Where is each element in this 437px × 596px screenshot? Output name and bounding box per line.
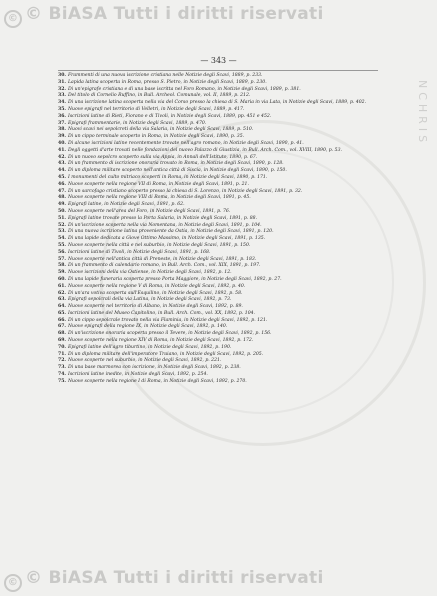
entry-text: Di una nuova iscrizione latina proveniente da Ostia, in Notizie degli Scavi, 1891, p. 120. (68, 229, 274, 235)
entry-number: 58. (58, 263, 66, 269)
entry-text: Di un diploma militare scoperto nell'antica città di Siscia, in Notizie degli Scavi, 1890, p. 150. (68, 168, 287, 174)
watermark-bottom: © © BiASA Tutti i diritti riservati (4, 568, 324, 592)
bibliography-entry (58, 372, 388, 378)
entry-text: Lapida latina scoperta in Roma, presso S. Pietro, in Notizie degli Scavi, 1889, p. 230. (68, 79, 267, 85)
bibliography-entry (58, 216, 388, 222)
bibliography-entry (58, 270, 388, 276)
entry-number: 73. (58, 365, 66, 371)
bibliography-list (58, 73, 388, 386)
entry-number: 34. (58, 100, 66, 106)
entry-number: 37. (58, 120, 66, 126)
bibliography-entry (58, 324, 388, 330)
bibliography-entry (58, 318, 388, 324)
entry-text: Epigrafi latine trovate presso la Porta Salaria, in Notizie degli Scavi, 1891, p. 88. (68, 215, 258, 221)
entry-text: Di un'epigrafe cristiana e di una base iscritta nel Foro Romano, in Notizie degli Scavi, 1889, p. 381. (68, 86, 301, 92)
bibliography-entry (58, 223, 388, 229)
entry-number: 56. (58, 249, 66, 255)
bibliography-entry (58, 236, 388, 242)
entry-number: 69. (58, 338, 66, 344)
entry-text: Iscrizioni latine inedite, in Notizie degli Scavi, 1892, p. 254. (68, 372, 208, 378)
entry-text: I monumenti del culto mitriaco scoperti in Roma, in Notizie degli Scavi, 1890, p. 171. (68, 174, 268, 180)
bibliography-entry (58, 168, 388, 174)
bibliography-entry (58, 209, 388, 215)
entry-number: 71. (58, 351, 66, 357)
entry-number: 53. (58, 229, 66, 235)
entry-text: Di una lapide dedicata a Giove Ottimo Massimo, in Notizie degli Scavi, 1891, p. 135. (68, 236, 266, 242)
entry-text: Di alcune iscrizioni latine recentemente trovate nell'agro romano, in Notizie degli Scavi, 1890, p. 41. (68, 140, 304, 146)
entry-text: Nuove epigrafi nel territorio di Velletri, in Notizie degli Scavi, 1889, p. 417. (68, 106, 245, 112)
entry-text: Di un frammento di calendario romano, in Bull. Arch. Com., vol. XIX, 1891, p. 197. (68, 263, 261, 269)
entry-text: Epigrafi latine dell'agro tiburtino, in Notizie degli Scavi, 1892, p. 190. (68, 344, 232, 350)
entry-number: 59. (58, 270, 66, 276)
entry-number: 55. (58, 242, 66, 248)
entry-number: 32. (58, 86, 66, 92)
header-rule (58, 70, 378, 71)
bibliography-entry (58, 311, 388, 317)
bibliography-entry (58, 250, 388, 256)
bibliography-entry (58, 345, 388, 351)
bibliography-entry (58, 80, 388, 86)
bibliography-entry (58, 358, 388, 364)
entry-number: 51. (58, 215, 66, 221)
entry-number: 50. (58, 208, 66, 214)
entry-number: 72. (58, 358, 66, 364)
entry-number: 42. (58, 154, 66, 160)
entry-text: Di una iscrizione latina scoperta nella via del Corso presso la chiesa di S. Maria in via Lata, in Notizie degli Scavi, 1889, p. 402. (68, 100, 367, 106)
bibliography-entry (58, 175, 388, 181)
entry-number: 41. (58, 147, 66, 153)
bibliography-entry (58, 148, 388, 154)
entry-number: 38. (58, 127, 66, 133)
bibliography-entry (58, 189, 388, 195)
entry-number: 68. (58, 331, 66, 337)
entry-text: Di un'ara votiva scoperta sull'Esquilino, in Notizie degli Scavi, 1892, p. 58. (68, 290, 243, 296)
entry-text: Nuove scoperte nell'antica città di Preneste, in Notizie degli Scavi, 1891, p. 183. (68, 256, 257, 262)
entry-text: Di un'iscrizione scoperta nella via Nomentana, in Notizie degli Scavi, 1891, p. 104. (68, 222, 262, 228)
entry-number: 75. (58, 378, 66, 384)
entry-text: Del titolo di Cornelio Ruffino, in Bull. Archeol. Comunale, vol. II, 1889, p. 212. (68, 93, 251, 99)
entry-number: 63. (58, 297, 66, 303)
entry-number: 30. (58, 73, 66, 78)
entry-number: 48. (58, 195, 66, 201)
entry-text: Nuovi scavi nei sepolcreti della via Salaria, in Notizie degli Scavi, 1889, p. 510. (68, 127, 254, 133)
bibliography-entry (58, 155, 388, 161)
bibliography-entry (58, 107, 388, 113)
entry-number: 74. (58, 372, 66, 378)
bibliography-entry (58, 338, 388, 344)
entry-number: 64. (58, 304, 66, 310)
entry-number: 61. (58, 283, 66, 289)
bibliography-entry (58, 134, 388, 140)
entry-number: 31. (58, 79, 66, 85)
bibliography-entry (58, 229, 388, 235)
entry-number: 33. (58, 93, 66, 99)
bibliography-entry (58, 297, 388, 303)
bibliography-entry (58, 257, 388, 263)
bibliography-entry (58, 141, 388, 147)
entry-number: 60. (58, 276, 66, 282)
bibliography-entry (58, 87, 388, 93)
entry-number: 66. (58, 317, 66, 323)
entry-number: 39. (58, 134, 66, 140)
entry-text: Epigrafi latine, in Notizie degli Scavi, 1891, p. 62. (68, 202, 185, 208)
entry-number: 67. (58, 324, 66, 330)
entry-text: Nuove scoperte nel territorio di Albano, in Notizie degli Scavi, 1892, p. 89. (68, 304, 243, 310)
entry-number: 57. (58, 256, 66, 262)
entry-text: Frammenti di una nuova iscrizione cristiana nelle Notizie degli Scavi, 1889, p. 233. (68, 73, 263, 78)
bibliography-entry (58, 195, 388, 201)
bibliography-entry (58, 277, 388, 283)
bibliography-entry (58, 93, 388, 99)
entry-text: Nuove scoperte nella città e nel suburbio, in Notizie degli Scavi, 1891, p. 150. (68, 242, 251, 248)
watermark-top: © © BiASA Tutti i diritti riservati (4, 4, 324, 28)
bibliography-entry (58, 243, 388, 249)
entry-text: Nuove scoperte nella regione I di Roma, in Notizie degli Scavi, 1892, p. 270. (68, 378, 247, 384)
entry-number: 46. (58, 181, 66, 187)
entry-number: 40. (58, 140, 66, 146)
entry-text: Nuove scoperte nel suburbio, in Notizie degli Scavi, 1892, p. 221. (68, 358, 222, 364)
bibliography-entry (58, 379, 388, 385)
entry-text: Epigrafi sepolcrali della via Latina, in Notizie degli Scavi, 1892, p. 73. (68, 297, 232, 303)
entry-number: 62. (58, 290, 66, 296)
entry-number: 49. (58, 202, 66, 208)
entry-text: Nuove iscrizioni della via Ostiense, in Notizie degli Scavi, 1892, p. 12. (68, 270, 232, 276)
entry-number: 47. (58, 188, 66, 194)
bibliography-entry (58, 352, 388, 358)
entry-number: 70. (58, 344, 66, 350)
bibliography-entry (58, 161, 388, 167)
entry-number: 54. (58, 236, 66, 242)
bibliography-entry (58, 331, 388, 337)
bibliography-entry (58, 73, 388, 79)
bibliography-entry (58, 114, 388, 120)
entry-text: Nuove scoperte nella regione VIII di Roma, in Notizie degli Scavi, 1891, p. 45. (68, 195, 251, 201)
entry-text: Di un cippo sepolcrale trovato nella via Flaminia, in Notizie degli Scavi, 1892, p. 121. (68, 317, 268, 323)
bibliography-entry (58, 127, 388, 133)
entry-text: Di un sarcofago cristiano scoperto presso la chiesa di S. Lorenzo, in Notizie degli Scavi, 1891, p. 32. (68, 188, 303, 194)
copyright-icon: © (4, 574, 22, 592)
bibliography-entry (58, 284, 388, 290)
entry-number: 35. (58, 106, 66, 112)
entry-text: Epigrafi frammentarie, in Notizie degli Scavi, 1889, p. 470. (68, 120, 207, 126)
entry-number: 43. (58, 161, 66, 167)
entry-text: Nuove scoperte nella regione VII di Roma, in Notizie degli Scavi, 1891, p. 21. (68, 181, 249, 187)
bibliography-entry (58, 100, 388, 106)
entry-text: Nuove scoperte nella regione XIV di Roma, in Notizie degli Scavi, 1892, p. 172. (68, 338, 254, 344)
bibliography-entry (58, 263, 388, 269)
entry-text: Di un nuovo sepolcro scoperto sulla via Appia, in Annali dell'Istituto, 1890, p. 67. (68, 154, 258, 160)
copyright-icon: © (4, 10, 22, 28)
entry-text: Iscrizioni latine del Museo Capitolino, in Bull. Arch. Com., vol. XX, 1892, p. 104. (68, 310, 256, 316)
bibliography-entry (58, 121, 388, 127)
entry-text: Iscrizioni latine di Tivoli, in Notizie degli Scavi, 1891, p. 168. (68, 249, 211, 255)
bibliography-entry (58, 291, 388, 297)
entry-number: 65. (58, 310, 66, 316)
entry-text: Di un'iscrizione onoraria scoperta presso il Tevere, in Notizie degli Scavi, 1892, p. 156. (68, 331, 272, 337)
bibliography-entry (58, 304, 388, 310)
seal-side-text: NCHRIS (416, 80, 429, 147)
bibliography-entry (58, 365, 388, 371)
entry-text: Di un frammento di iscrizione onoraria trovato in Roma, in Notizie degli Scavi, 1890, p. 128. (68, 161, 284, 167)
page-number: — 343 — (200, 56, 237, 65)
entry-text: Nuove scoperte nella regione V di Roma, in Notizie degli Scavi, 1892, p. 40. (68, 283, 246, 289)
entry-text: Di una base marmorea con iscrizione, in Notizie degli Scavi, 1892, p. 238. (68, 365, 241, 371)
entry-text: Di una lapide funeraria scoperta presso Porta Maggiore, in Notizie degli Scavi, 1892, p. 27. (68, 276, 282, 282)
bibliography-entry (58, 182, 388, 188)
entry-text: Nuove scoperte nell'area del Foro, in Notizie degli Scavi, 1891, p. 76. (68, 208, 231, 214)
entry-text: Nuove epigrafi della regione IX, in Notizie degli Scavi, 1892, p. 140. (68, 324, 228, 330)
bibliography-entry (58, 202, 388, 208)
entry-text: Di un diploma militare dell'imperatore Traiano, in Notizie degli Scavi, 1892, p. 205. (68, 351, 264, 357)
entry-number: 52. (58, 222, 66, 228)
entry-number: 36. (58, 113, 66, 119)
entry-number: 44. (58, 168, 66, 174)
entry-text: Degli oggetti d'arte trovati nelle fondazioni del nuovo Palazzo di Giustizia, in Bull. Arch. Com., vol. XVIII, 1890, p. 53. (68, 147, 342, 153)
entry-text: Iscrizioni latine di Rieti, Fiorano e di Tivoli, in Notizie degli Scavi, 1889, pp. 451 e 452. (68, 113, 272, 119)
entry-number: 45. (58, 174, 66, 180)
entry-text: Di un cippo terminale scoperto in Roma, in Notizie degli Scavi, 1890, p. 35. (68, 134, 245, 140)
